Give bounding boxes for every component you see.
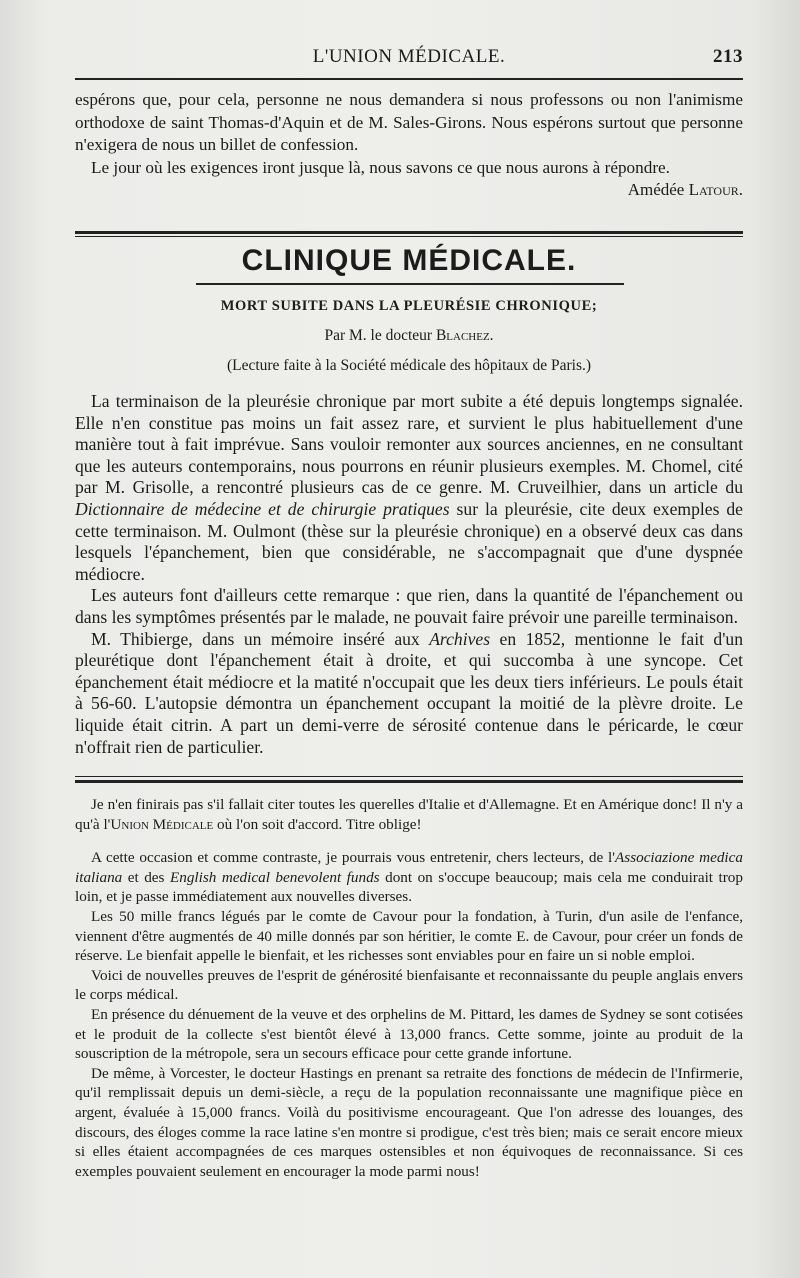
chronicle-paragraph: A cette occasion et comme contraste, je pourrais vous entretenir, chers lecteurs, de l'Associazione medica italiana et des English medical benevolent funds dont on s'occupe beaucoup; mais cela me conduirait trop loin, et je passe immédiatement aux nouvelles diverses.	[75, 849, 743, 906]
section-rule-thick	[75, 231, 743, 234]
page-number: 213	[713, 46, 743, 67]
article-author: Par M. le docteur Blachez.	[324, 327, 494, 344]
header-rule	[75, 78, 743, 80]
running-header	[75, 44, 743, 74]
intro-paragraph: Le jour où les exigences iront jusque là, nous savons ce que nous aurons à répondre.	[91, 157, 670, 177]
signature: Amédée Latour.	[627, 180, 743, 199]
intro-text	[75, 89, 743, 200]
chronicle-rule-thin	[75, 776, 743, 777]
title-underline	[196, 283, 624, 285]
section-rule-thin	[75, 236, 743, 237]
chronicle-paragraph: En présence du dénuement de la veuve et des orphelins de M. Pittard, les dames de Sydney se sont cotisées et le produit de la collecte s'est bientôt élevé à 13,000 francs. Cette somme, jointe au produit de la souscription de la métropole, sera un secours efficace pour cette grande infortune.	[75, 1005, 743, 1063]
article-paragraph: Les auteurs font d'ailleurs cette remarque : que rien, dans la quantité de l'épanchement ou dans les symptômes présentés par le malade, ne pouvait faire prévoir une pareille terminaison.	[75, 585, 743, 627]
chronicle-text	[75, 795, 743, 1181]
article-title: MORT SUBITE DANS LA PLEURÉSIE CHRONIQUE;	[220, 298, 598, 314]
article-paragraph: M. Thibierge, dans un mémoire inséré aux Archives en 1852, mentionne le fait d'un pleurétique dont l'épanchement était à droite, et qui succomba à une syncope. Cet épanchement était médiocre et la matité n'occupait que les deux tiers inférieurs. Le pouls était à 56-60. L'autopsie démontra un épanchement occupant la moitié de la plèvre droite. Le liquide était citrin. A part un demi-verre de sérosité contenue dans le péricarde, le cœur n'offrait rien de particulier.	[75, 628, 743, 757]
chronicle-rule-thick	[75, 780, 743, 783]
article-paragraph: La terminaison de la pleurésie chronique par mort subite a été depuis longtemps signalée. Elle n'en constitue pas moins un fait assez rare, et survient le plus habituellement d'une manière tout à fait imprévue. Sans vouloir remonter aux sources anciennes, en ne consultant que les auteurs contemporains, nous pourrons en réunir plusieurs exemples. M. Chomel, cité par M. Grisolle, a rencontré plusieurs cas de ce genre. M. Cruveilhier, dans un article du Dictionnaire de médecine et de chirurgie pratiques sur la pleurésie, cite deux exemples de cette terminaison. M. Oulmont (thèse sur la pleurésie chronique) en a observé deux cas dans lesquels l'épanchement, bien que considérable, ne s'accompagnait que d'une dyspnée médiocre.	[75, 391, 743, 584]
journal-title: L'UNION MÉDICALE.	[312, 46, 506, 67]
chronicle-paragraph: Je n'en finirais pas s'il fallait citer toutes les querelles d'Italie et d'Allemagne. Et en Amérique donc! Il n'y a qu'à l'Union Médicale où l'on soit d'accord. Titre oblige!	[75, 796, 743, 833]
article-note: (Lecture faite à la Société médicale des hôpitaux de Paris.)	[226, 357, 592, 374]
chronicle-paragraph: De même, à Vorcester, le docteur Hastings en prenant sa retraite des fonctions de médecin de l'Infirmerie, qu'il remplissait depuis un demi-siècle, a reçu de la population reconnaissante une magnifique pièce en argent, évaluée à 15,000 francs. Voilà du positivisme encourageant. Que l'on adresse des louanges, des discours, des éloges comme la race latine s'en montre si prodigue, c'est très bien; mais ce serait encore mieux si elles étaient accompagnées de ces marques ostensibles et non équivoques de reconnaissance. Si ces exemples pouvaient seulement en encourager la mode parmi nous!	[75, 1064, 743, 1180]
intro-paragraph: espérons que, pour cela, personne ne nous demandera si nous professons ou non l'animisme orthodoxe de saint Thomas-d'Aquin et de M. Sales-Girons. Nous espérons surtout que personne n'exigera de nous un billet de confession.	[75, 90, 743, 154]
chronicle-paragraph: Voici de nouvelles preuves de l'esprit de générosité bienfaisante et reconnaissante du peuple anglais envers le corps médical.	[75, 966, 743, 1004]
chronicle-paragraph: Les 50 mille francs légués par le comte de Cavour pour la fondation, à Turin, d'un asile de l'enfance, viennent d'être augmentés de 40 mille donnés par son héritier, le comte E. de Cavour, pour créer un fonds de réserve. Le bienfait appelle le bienfait, et les richesses sont enviables pour en faire un si noble emploi.	[75, 907, 743, 965]
article-body	[75, 391, 743, 758]
section-title: CLINIQUE MÉDICALE.	[241, 244, 577, 277]
